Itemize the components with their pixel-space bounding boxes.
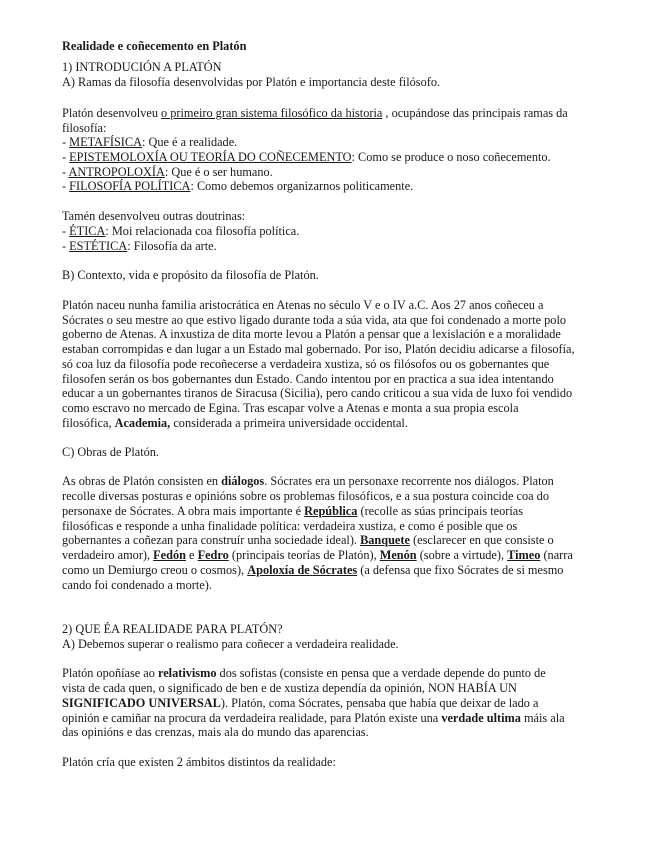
- list-item-filosofia-politica: - FILOSOFÍA POLÍTICA: Como debemos organizarnos politicamente.: [62, 179, 414, 193]
- paragraph-line: Platón cría que existen 2 ámbitos distintos da realidade:: [62, 755, 336, 769]
- paragraph-line: Platón desenvolveu o primeiro gran sistema filosófico da historia , ocupándose das principais ramas da: [62, 106, 568, 120]
- paragraph-line: gobernantes a coñezan para construír unha sociedade ideal). Banquete (esclarecer en que consiste o: [62, 533, 554, 547]
- paragraph-line: filosófica, Academia, considerada a primeira universidade occidental.: [62, 416, 408, 430]
- paragraph-line: como un Demiurgo creou o cosmos), Apoloxía de Sócrates (a defensa que fixo Sócrates de si mesmo: [62, 563, 564, 577]
- paragraph-line: educar a un gobernantes tiranos de Siracusa (Sicilia), pero cando criticou a sua vida de luxo foi vendido: [62, 386, 573, 400]
- underlined-phrase: o primeiro gran sistema filosófico da historia: [161, 106, 383, 120]
- subsection-1a-heading: A) Ramas da filosofía desenvolvidas por Platón e importancia deste filósofo.: [62, 75, 441, 89]
- paragraph-line: cando foi condenado a morte).: [62, 578, 212, 592]
- paragraph-line: verdadeiro amor), Fedón e Fedro (principais teorías de Platón), Menón (sobre a virtude), Timeo (narra: [62, 548, 573, 562]
- paragraph-line: opinión e camiñar na procura da verdadeira realidade, para Platón existe una verdade ultima máis ala: [62, 711, 565, 725]
- paragraph-line: das opinións e das crenzas, mais ala do mundo das aparencias.: [62, 725, 369, 739]
- paragraph-line: Platón opoñíase ao relativismo dos sofistas (consiste en pensa que a verdade depende do punto de: [62, 666, 546, 680]
- list-item-etica: - ÉTICA: Moi relacionada coa filosofía política.: [62, 224, 300, 238]
- paragraph-line: recolle diversas posturas e opinións sobre os problemas filosóficos, e a sua postura coincide coa do: [62, 489, 549, 503]
- subsection-1c-heading: C) Obras de Platón.: [62, 445, 159, 459]
- paragraph-line: só coa luz da filosofía pode recoñecerse a verdadeira xustiza, só os filósofos ou os gobernantes que: [62, 357, 550, 371]
- paragraph-line: filosofen serán os bos gobernantes dun Estado. Cando intentou por en practica a sua idea intentando: [62, 372, 554, 386]
- paragraph-line: estaban corrompidas e dan lugar a un Estado mal gobernado. Por iso, Platón decidiu adicarse a filosofía,: [62, 342, 575, 356]
- paragraph-line: filosofía:: [62, 121, 107, 135]
- section-1-heading: 1) INTRODUCIÓN A PLATÓN: [62, 60, 222, 74]
- subsection-2a-heading: A) Debemos superar o realismo para coñecer a verdadeira realidade.: [62, 637, 399, 651]
- bold-term: Academia,: [114, 416, 171, 430]
- section-2-heading: 2) QUE ÉA REALIDADE PARA PLATÓN?: [62, 622, 283, 636]
- list-item-epistemoloxia: - EPISTEMOLOXÍA OU TEORÍA DO COÑECEMENTO: Como se produce o noso coñecemento.: [62, 150, 551, 164]
- paragraph-line: Sócrates o seu mestre ao que estivo ligado durante toda a súa vida, ata que foi condenado a morte polo: [62, 313, 567, 327]
- paragraph-line: personaxe de Sócrates. A obra mais importante é República (recolle as súas principais teorías: [62, 504, 524, 518]
- list-item-estetica: - ESTÉTICA: Filosofía da arte.: [62, 239, 217, 253]
- paragraph-line: goberno de Atenas. A inxustiza de dita morte levou a Platón a pensar que a lexislación e a moralidade: [62, 327, 561, 341]
- paragraph-line: Platón naceu nunha familia aristocrática en Atenas no século V e o IV a.C. Aos 27 anos coñeceu a: [62, 298, 544, 312]
- paragraph-line: Tamén desenvolveu outras doutrinas:: [62, 209, 246, 223]
- list-item-antropoloxia: - ANTROPOLOXÍA: Que é o ser humano.: [62, 165, 273, 179]
- paragraph-line: vista de cada quen, o significado de ben e de xustiza dependía da opinión, NON HABÍA UN: [62, 681, 517, 695]
- paragraph-line: As obras de Platón consisten en diálogos. Sócrates era un personaxe recorrente nos diálogos. Platon: [62, 474, 554, 488]
- subsection-1b-heading: B) Contexto, vida e propósito da filosofía de Platón.: [62, 268, 319, 282]
- paragraph-line: como escravo no mercado de Egina. Tras escapar volve a Atenas e monta a sua propia escola: [62, 401, 519, 415]
- list-item-metafisica: - METAFÍSICA: Que é a realidade.: [62, 135, 238, 149]
- paragraph-line: SIGNIFICADO UNIVERSAL). Platón, coma Sócrates, pensaba que había que deixar de lado a: [62, 696, 539, 710]
- document-title: Realidade e coñecemento en Platón: [62, 39, 247, 53]
- paragraph-line: filosóficas e responde a unha finalidade política: verdadeira xustiza, e como é posible que os: [62, 519, 518, 533]
